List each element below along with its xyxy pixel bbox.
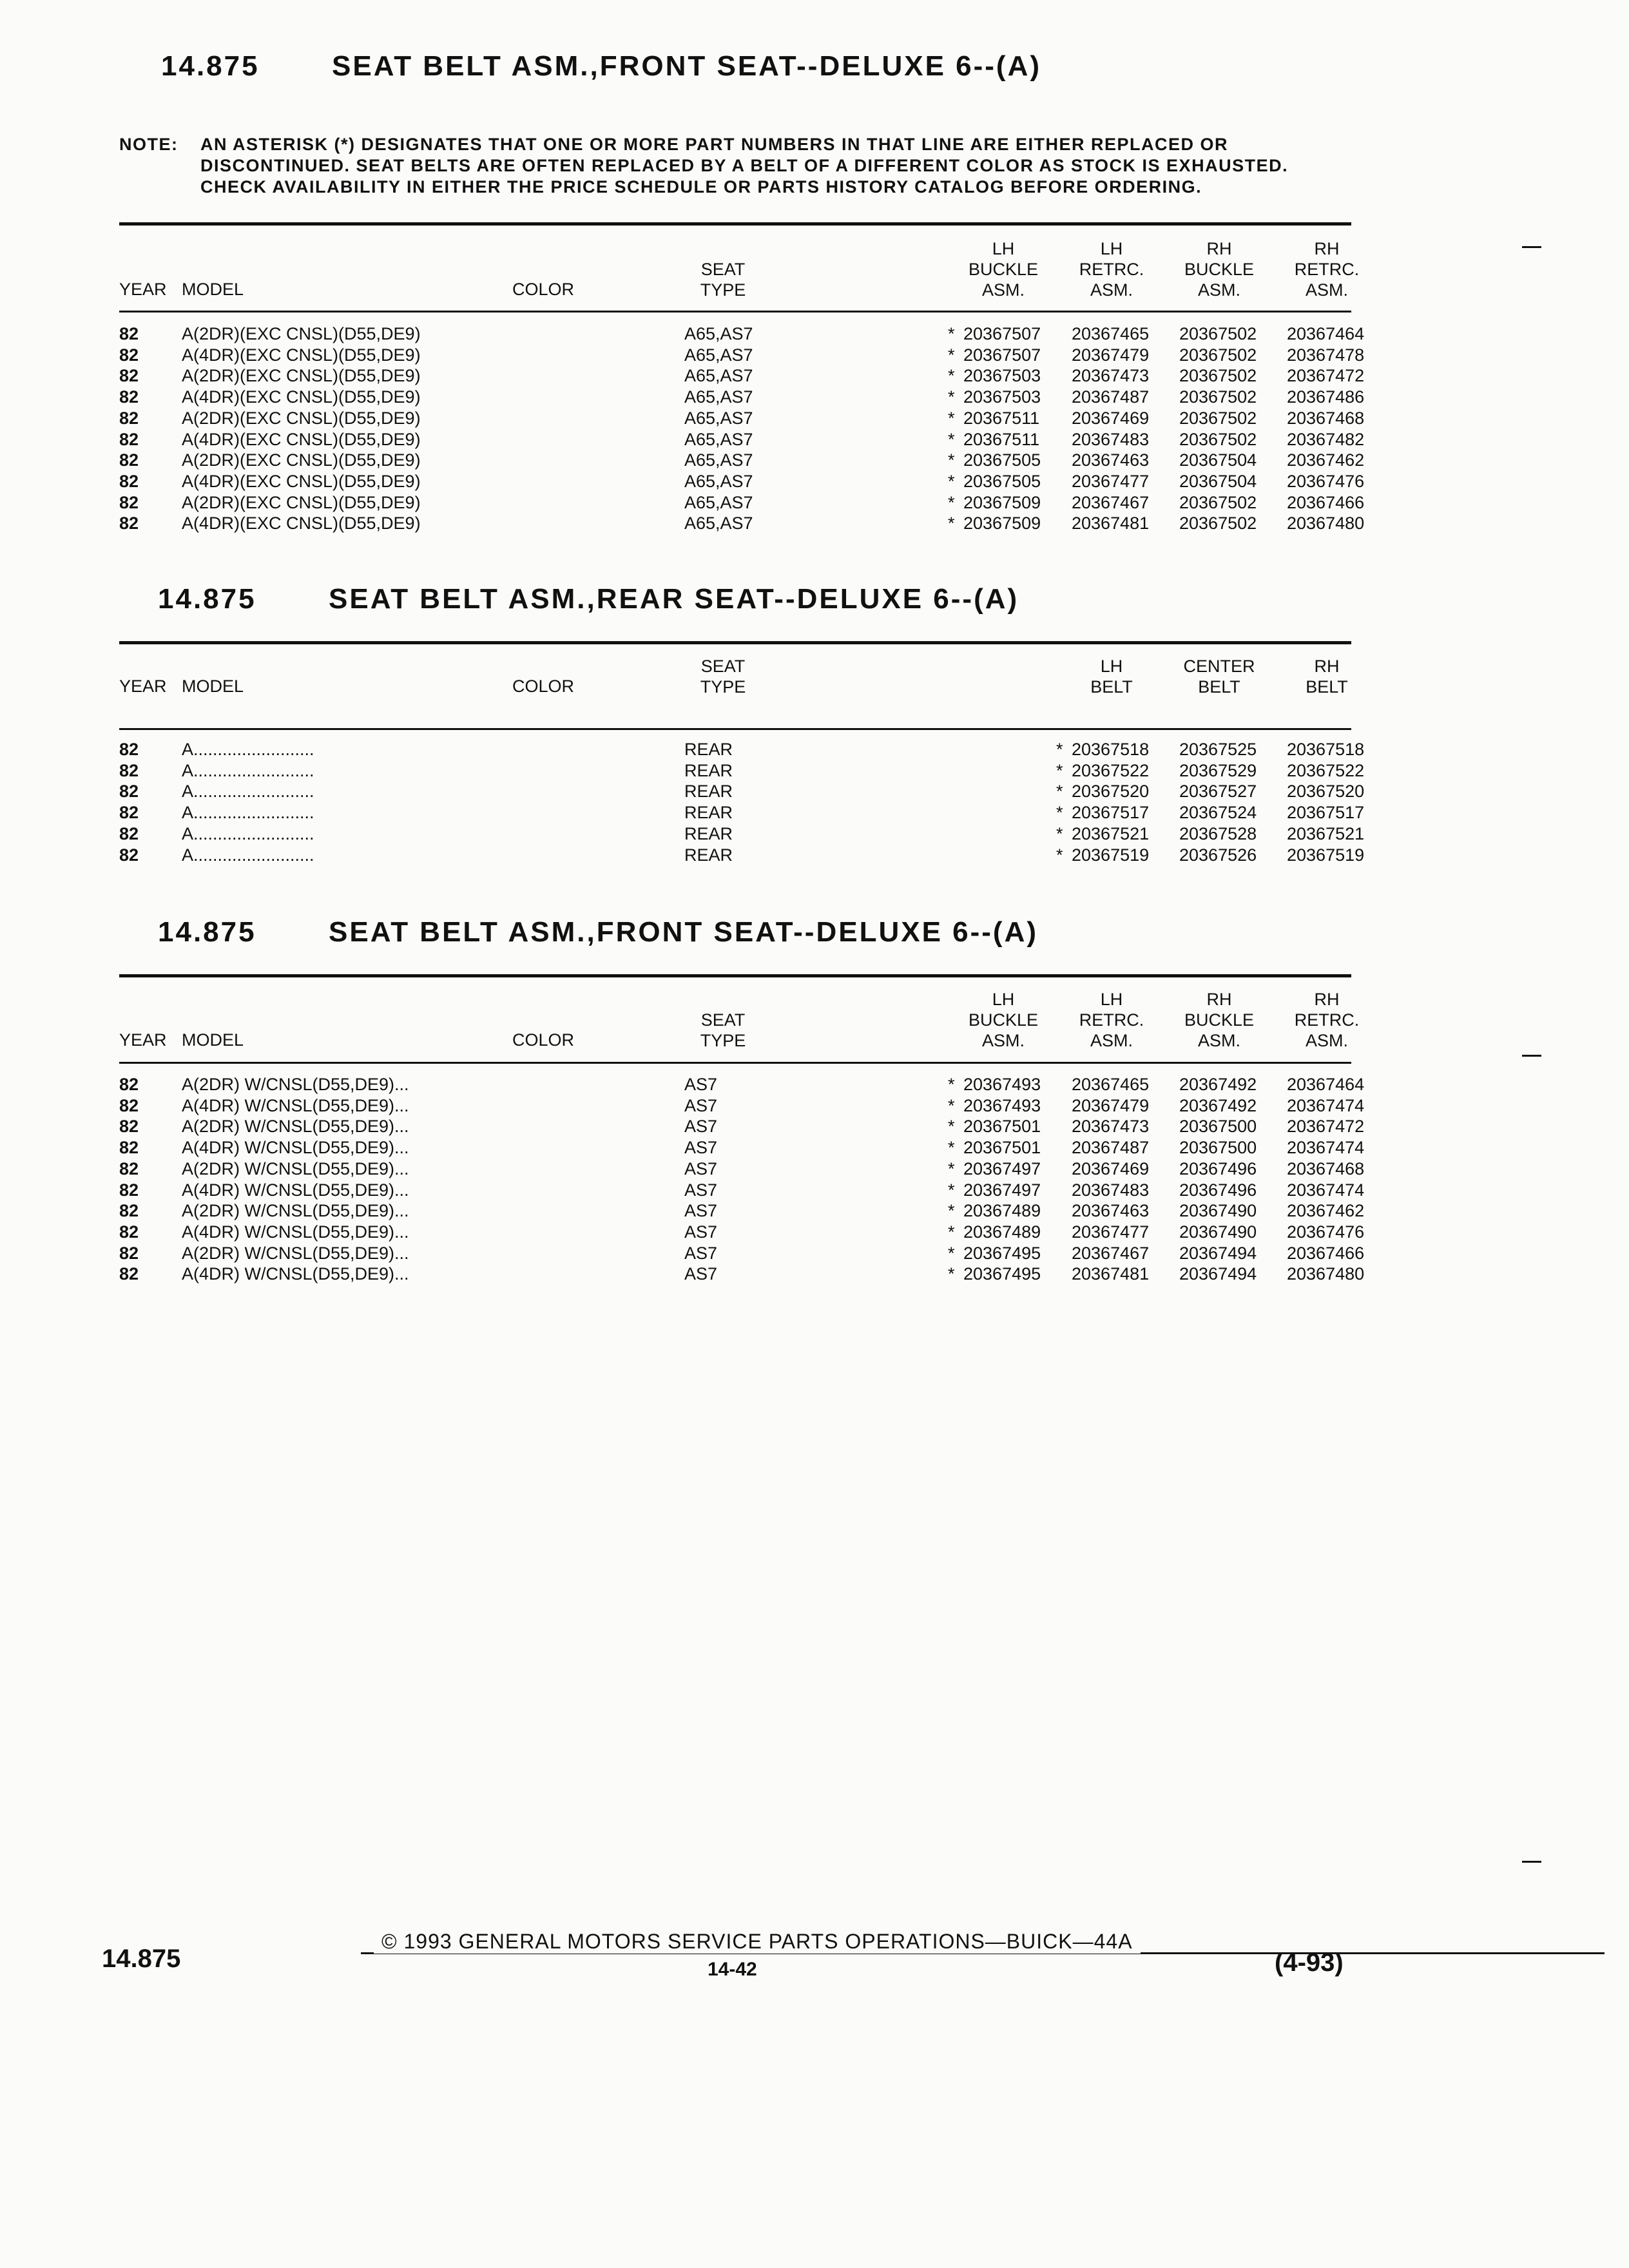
- row-seat-type: A65,AS7: [684, 471, 753, 491]
- column-header-color: COLOR: [512, 677, 575, 696]
- row-part-number: 20367473: [1072, 366, 1150, 386]
- column-header-part: RH: [1314, 657, 1340, 676]
- row-year: 82: [119, 1138, 139, 1158]
- row-part-number: 20367480: [1287, 514, 1365, 533]
- section-1-heading: [161, 50, 1041, 82]
- row-seat-type: AS7: [684, 1158, 718, 1178]
- column-header-part: BELT: [1198, 677, 1240, 697]
- row-model: A.........................: [182, 845, 314, 865]
- row-part-number: 20367480: [1287, 1264, 1365, 1284]
- row-seat-type: AS7: [684, 1264, 718, 1284]
- note-line-1: AN ASTERISK (*) DESIGNATES THAT ONE OR MORE PART NUMBERS IN THAT LINE ARE EITHER REPLACED OR: [200, 135, 1229, 154]
- row-part-number: 20367467: [1072, 492, 1150, 512]
- row-part-number: 20367505: [963, 471, 1041, 491]
- column-header-model: MODEL: [182, 1030, 244, 1050]
- row-part-number: 20367493: [963, 1095, 1041, 1115]
- column-header-part: LH: [992, 239, 1015, 258]
- replaced-marker: *: [948, 1264, 955, 1284]
- row-seat-type: AS7: [684, 1138, 718, 1158]
- row-seat-type: A65,AS7: [684, 514, 753, 533]
- row-year: 82: [119, 845, 139, 865]
- replaced-marker: *: [948, 1095, 955, 1115]
- row-part-number: 20367500: [1179, 1138, 1257, 1158]
- row-seat-type: A65,AS7: [684, 366, 753, 386]
- row-model: A.........................: [182, 823, 314, 843]
- row-part-number: 20367489: [963, 1222, 1041, 1242]
- row-part-number: 20367503: [963, 366, 1041, 386]
- row-model: A(2DR)(EXC CNSL)(D55,DE9): [182, 492, 421, 512]
- replaced-marker: *: [948, 1075, 955, 1094]
- replaced-marker: *: [1056, 740, 1063, 759]
- row-part-number: 20367500: [1179, 1117, 1257, 1137]
- column-header-seat-type: TYPE: [700, 1031, 746, 1050]
- row-year: 82: [119, 429, 139, 449]
- replaced-marker: *: [948, 471, 955, 491]
- row-part-number: 20367520: [1072, 782, 1150, 802]
- column-header-part: BELT: [1306, 677, 1348, 697]
- row-model: A(2DR) W/CNSL(D55,DE9)...: [182, 1201, 409, 1221]
- footer-copyright: © 1993 GENERAL MOTORS SERVICE PARTS OPERATIONS—BUICK—44A: [374, 1930, 1141, 1954]
- replaced-marker: *: [948, 450, 955, 470]
- replaced-marker: *: [948, 1243, 955, 1263]
- section-1-header-rule: [119, 311, 1351, 312]
- column-header-part: BUCKLE: [1184, 260, 1255, 279]
- replaced-marker: *: [948, 387, 955, 407]
- row-year: 82: [119, 1222, 139, 1242]
- row-part-number: 20367502: [1179, 492, 1257, 512]
- column-header-seat-type: TYPE: [700, 677, 746, 697]
- row-model: A.........................: [182, 782, 314, 802]
- row-part-number: 20367496: [1179, 1180, 1257, 1200]
- column-header-part: LH: [992, 990, 1015, 1009]
- replaced-marker: *: [948, 345, 955, 365]
- row-part-number: 20367501: [963, 1117, 1041, 1137]
- row-model: A(4DR) W/CNSL(D55,DE9)...: [182, 1180, 409, 1200]
- row-model: A(2DR)(EXC CNSL)(D55,DE9): [182, 324, 421, 343]
- row-part-number: 20367528: [1179, 823, 1257, 843]
- row-part-number: 20367464: [1287, 324, 1365, 343]
- row-model: A.........................: [182, 760, 314, 780]
- row-part-number: 20367522: [1287, 760, 1365, 780]
- row-seat-type: A65,AS7: [684, 408, 753, 428]
- row-year: 82: [119, 1158, 139, 1178]
- row-part-number: 20367487: [1072, 1138, 1150, 1158]
- row-part-number: 20367497: [963, 1180, 1041, 1200]
- section-1-title: SEAT BELT ASM.,FRONT SEAT--DELUXE 6--(A): [332, 50, 1041, 82]
- section-3-header-rule: [119, 1062, 1351, 1064]
- row-part-number: 20367462: [1287, 450, 1365, 470]
- column-header-year: YEAR: [119, 280, 167, 299]
- row-year: 82: [119, 514, 139, 533]
- row-part-number: 20367497: [963, 1158, 1041, 1178]
- note-label: NOTE:: [119, 135, 178, 154]
- row-part-number: 20367487: [1072, 387, 1150, 407]
- row-seat-type: A65,AS7: [684, 450, 753, 470]
- row-seat-type: A65,AS7: [684, 387, 753, 407]
- row-part-number: 20367479: [1072, 1095, 1150, 1115]
- row-part-number: 20367511: [963, 408, 1040, 428]
- row-part-number: 20367521: [1072, 823, 1150, 843]
- row-year: 82: [119, 803, 139, 823]
- row-model: A.........................: [182, 803, 314, 823]
- row-seat-type: REAR: [684, 803, 733, 823]
- section-2-number: 14.875: [158, 583, 256, 615]
- row-model: A(4DR)(EXC CNSL)(D55,DE9): [182, 471, 421, 491]
- row-seat-type: A65,AS7: [684, 429, 753, 449]
- row-part-number: 20367522: [1072, 760, 1150, 780]
- row-year: 82: [119, 1243, 139, 1263]
- row-seat-type: A65,AS7: [684, 345, 753, 365]
- row-part-number: 20367474: [1287, 1180, 1365, 1200]
- row-part-number: 20367483: [1072, 1180, 1150, 1200]
- column-header-part: ASM.: [981, 1031, 1025, 1050]
- replaced-marker: *: [948, 1138, 955, 1158]
- row-part-number: 20367511: [963, 429, 1040, 449]
- row-part-number: 20367507: [963, 324, 1041, 343]
- row-model: A(4DR)(EXC CNSL)(D55,DE9): [182, 387, 421, 407]
- column-header-seat-type: SEAT: [700, 1010, 746, 1030]
- row-part-number: 20367495: [963, 1264, 1041, 1284]
- row-part-number: 20367482: [1287, 429, 1365, 449]
- row-part-number: 20367496: [1179, 1158, 1257, 1178]
- row-part-number: 20367489: [963, 1201, 1041, 1221]
- row-seat-type: A65,AS7: [684, 492, 753, 512]
- row-part-number: 20367521: [1287, 823, 1365, 843]
- column-header-part: BUCKLE: [1184, 1010, 1255, 1030]
- row-year: 82: [119, 760, 139, 780]
- column-header-part: BELT: [1090, 677, 1133, 697]
- row-model: A(2DR) W/CNSL(D55,DE9)...: [182, 1117, 409, 1137]
- row-part-number: 20367468: [1287, 408, 1365, 428]
- section-3-top-rule: [119, 974, 1351, 977]
- row-part-number: 20367465: [1072, 324, 1150, 343]
- column-header-part: ASM.: [1197, 1031, 1241, 1050]
- column-header-seat-type: SEAT: [700, 260, 746, 279]
- row-part-number: 20367494: [1179, 1264, 1257, 1284]
- replaced-marker: *: [1056, 845, 1063, 865]
- row-part-number: 20367493: [963, 1075, 1041, 1094]
- row-model: A(4DR)(EXC CNSL)(D55,DE9): [182, 514, 421, 533]
- replaced-marker: *: [948, 324, 955, 343]
- replaced-marker: *: [948, 1180, 955, 1200]
- row-part-number: 20367518: [1287, 740, 1365, 759]
- replaced-marker: *: [948, 1158, 955, 1178]
- section-2-header-rule: [119, 728, 1351, 730]
- row-part-number: 20367469: [1072, 1158, 1150, 1178]
- replaced-marker: *: [1056, 760, 1063, 780]
- row-part-number: 20367503: [963, 387, 1041, 407]
- row-part-number: 20367466: [1287, 492, 1365, 512]
- row-part-number: 20367504: [1179, 450, 1257, 470]
- row-part-number: 20367501: [963, 1138, 1041, 1158]
- footer-section-number: 14.875: [102, 1945, 181, 1973]
- row-part-number: 20367526: [1179, 845, 1257, 865]
- column-header-part: LH: [1100, 657, 1123, 676]
- row-part-number: 20367524: [1179, 803, 1257, 823]
- row-part-number: 20367473: [1072, 1117, 1150, 1137]
- row-seat-type: AS7: [684, 1243, 718, 1263]
- row-part-number: 20367481: [1072, 1264, 1150, 1284]
- column-header-color: COLOR: [512, 1030, 575, 1050]
- column-header-part: ASM.: [1197, 280, 1241, 300]
- row-model: A(2DR) W/CNSL(D55,DE9)...: [182, 1158, 409, 1178]
- row-part-number: 20367464: [1287, 1075, 1365, 1094]
- row-year: 82: [119, 492, 139, 512]
- row-part-number: 20367507: [963, 345, 1041, 365]
- column-header-model: MODEL: [182, 280, 244, 299]
- note-line-3: CHECK AVAILABILITY IN EITHER THE PRICE SCHEDULE OR PARTS HISTORY CATALOG BEFORE ORDERING.: [200, 177, 1202, 197]
- row-part-number: 20367492: [1179, 1095, 1257, 1115]
- row-seat-type: AS7: [684, 1095, 718, 1115]
- row-year: 82: [119, 345, 139, 365]
- column-header-part: CENTER: [1183, 657, 1255, 676]
- row-part-number: 20367476: [1287, 471, 1365, 491]
- row-year: 82: [119, 408, 139, 428]
- column-header-part: BUCKLE: [968, 260, 1039, 279]
- column-header-part: RH: [1314, 990, 1340, 1009]
- row-model: A(2DR) W/CNSL(D55,DE9)...: [182, 1243, 409, 1263]
- row-part-number: 20367486: [1287, 387, 1365, 407]
- row-model: A(2DR) W/CNSL(D55,DE9)...: [182, 1075, 409, 1094]
- row-seat-type: AS7: [684, 1201, 718, 1221]
- row-year: 82: [119, 1117, 139, 1137]
- row-model: A(2DR)(EXC CNSL)(D55,DE9): [182, 450, 421, 470]
- row-year: 82: [119, 1264, 139, 1284]
- row-part-number: 20367478: [1287, 345, 1365, 365]
- replaced-marker: *: [948, 1117, 955, 1137]
- row-part-number: 20367502: [1179, 345, 1257, 365]
- section-2-top-rule: [119, 641, 1351, 644]
- column-header-part: ASM.: [1090, 1031, 1133, 1050]
- row-year: 82: [119, 387, 139, 407]
- row-seat-type: REAR: [684, 760, 733, 780]
- row-part-number: 20367502: [1179, 366, 1257, 386]
- row-part-number: 20367467: [1072, 1243, 1150, 1263]
- row-part-number: 20367479: [1072, 345, 1150, 365]
- margin-mark: [1522, 246, 1541, 248]
- row-year: 82: [119, 1180, 139, 1200]
- replaced-marker: *: [948, 1222, 955, 1242]
- row-part-number: 20367477: [1072, 1222, 1150, 1242]
- row-model: A(4DR) W/CNSL(D55,DE9)...: [182, 1264, 409, 1284]
- column-header-part: RH: [1206, 239, 1232, 258]
- row-part-number: 20367462: [1287, 1201, 1365, 1221]
- row-part-number: 20367527: [1179, 782, 1257, 802]
- row-part-number: 20367474: [1287, 1095, 1365, 1115]
- row-model: A.........................: [182, 740, 314, 759]
- replaced-marker: *: [1056, 782, 1063, 802]
- row-part-number: 20367502: [1179, 514, 1257, 533]
- column-header-part: RETRC.: [1294, 260, 1360, 279]
- row-year: 82: [119, 1075, 139, 1094]
- column-header-year: YEAR: [119, 677, 167, 696]
- row-model: A(2DR)(EXC CNSL)(D55,DE9): [182, 366, 421, 386]
- row-part-number: 20367463: [1072, 1201, 1150, 1221]
- row-part-number: 20367474: [1287, 1138, 1365, 1158]
- row-year: 82: [119, 782, 139, 802]
- row-model: A(4DR)(EXC CNSL)(D55,DE9): [182, 429, 421, 449]
- section-1-number: 14.875: [161, 50, 260, 82]
- row-year: 82: [119, 740, 139, 759]
- row-part-number: 20367509: [963, 514, 1041, 533]
- column-header-year: YEAR: [119, 1030, 167, 1050]
- margin-mark: [1522, 1861, 1541, 1863]
- row-part-number: 20367472: [1287, 366, 1365, 386]
- column-header-part: ASM.: [1305, 280, 1349, 300]
- column-header-part: RH: [1314, 239, 1340, 258]
- replaced-marker: *: [948, 366, 955, 386]
- column-header-part: ASM.: [1090, 280, 1133, 300]
- replaced-marker: *: [948, 492, 955, 512]
- column-header-part: ASM.: [1305, 1031, 1349, 1050]
- row-part-number: 20367502: [1179, 324, 1257, 343]
- footer-date: (4-93): [1275, 1948, 1344, 1977]
- row-part-number: 20367477: [1072, 471, 1150, 491]
- column-header-seat-type: SEAT: [700, 657, 746, 676]
- replaced-marker: *: [948, 408, 955, 428]
- row-part-number: 20367502: [1179, 408, 1257, 428]
- section-2-title: SEAT BELT ASM.,REAR SEAT--DELUXE 6--(A): [329, 583, 1019, 615]
- row-part-number: 20367483: [1072, 429, 1150, 449]
- replaced-marker: *: [948, 1201, 955, 1221]
- column-header-seat-type: TYPE: [700, 280, 746, 300]
- column-header-part: RETRC.: [1079, 1010, 1144, 1030]
- row-part-number: 20367502: [1179, 429, 1257, 449]
- replaced-marker: *: [948, 429, 955, 449]
- row-part-number: 20367502: [1179, 387, 1257, 407]
- row-part-number: 20367520: [1287, 782, 1365, 802]
- replaced-marker: *: [948, 514, 955, 533]
- row-year: 82: [119, 1095, 139, 1115]
- row-model: A(4DR)(EXC CNSL)(D55,DE9): [182, 345, 421, 365]
- row-part-number: 20367490: [1179, 1222, 1257, 1242]
- row-year: 82: [119, 324, 139, 343]
- row-part-number: 20367518: [1072, 740, 1150, 759]
- row-seat-type: A65,AS7: [684, 324, 753, 343]
- row-part-number: 20367529: [1179, 760, 1257, 780]
- row-part-number: 20367466: [1287, 1243, 1365, 1263]
- row-part-number: 20367476: [1287, 1222, 1365, 1242]
- section-1-top-rule: [119, 222, 1351, 226]
- row-part-number: 20367468: [1287, 1158, 1365, 1178]
- section-3-heading: [158, 916, 1038, 948]
- replaced-marker: *: [1056, 823, 1063, 843]
- row-part-number: 20367469: [1072, 408, 1150, 428]
- row-part-number: 20367525: [1179, 740, 1257, 759]
- column-header-part: BUCKLE: [968, 1010, 1039, 1030]
- column-header-part: ASM.: [981, 280, 1025, 300]
- section-2-heading: [158, 583, 1019, 615]
- row-part-number: 20367465: [1072, 1075, 1150, 1094]
- row-seat-type: REAR: [684, 823, 733, 843]
- row-model: A(4DR) W/CNSL(D55,DE9)...: [182, 1095, 409, 1115]
- row-year: 82: [119, 823, 139, 843]
- row-model: A(4DR) W/CNSL(D55,DE9)...: [182, 1138, 409, 1158]
- column-header-color: COLOR: [512, 280, 575, 299]
- column-header-part: LH: [1100, 239, 1123, 258]
- row-part-number: 20367519: [1072, 845, 1150, 865]
- column-header-part: LH: [1100, 990, 1123, 1009]
- section-3-title: SEAT BELT ASM.,FRONT SEAT--DELUXE 6--(A): [329, 916, 1038, 948]
- row-part-number: 20367517: [1287, 803, 1365, 823]
- row-seat-type: REAR: [684, 845, 733, 865]
- row-seat-type: AS7: [684, 1222, 718, 1242]
- row-part-number: 20367517: [1072, 803, 1150, 823]
- column-header-model: MODEL: [182, 677, 244, 696]
- footer-page-number: 14-42: [708, 1959, 757, 1980]
- row-year: 82: [119, 450, 139, 470]
- row-part-number: 20367490: [1179, 1201, 1257, 1221]
- row-part-number: 20367494: [1179, 1243, 1257, 1263]
- row-part-number: 20367519: [1287, 845, 1365, 865]
- column-header-part: RETRC.: [1079, 260, 1144, 279]
- replaced-marker: *: [1056, 803, 1063, 823]
- row-year: 82: [119, 366, 139, 386]
- row-part-number: 20367463: [1072, 450, 1150, 470]
- row-part-number: 20367495: [963, 1243, 1041, 1263]
- column-header-part: RH: [1206, 990, 1232, 1009]
- row-part-number: 20367492: [1179, 1075, 1257, 1094]
- row-seat-type: REAR: [684, 740, 733, 759]
- row-model: A(2DR)(EXC CNSL)(D55,DE9): [182, 408, 421, 428]
- row-part-number: 20367509: [963, 492, 1041, 512]
- row-part-number: 20367505: [963, 450, 1041, 470]
- section-3-number: 14.875: [158, 916, 256, 948]
- row-year: 82: [119, 1201, 139, 1221]
- row-model: A(4DR) W/CNSL(D55,DE9)...: [182, 1222, 409, 1242]
- row-part-number: 20367504: [1179, 471, 1257, 491]
- note-line-2: DISCONTINUED. SEAT BELTS ARE OFTEN REPLACED BY A BELT OF A DIFFERENT COLOR AS STOCK IS EXHAUSTED.: [200, 156, 1289, 175]
- row-year: 82: [119, 471, 139, 491]
- row-seat-type: AS7: [684, 1075, 718, 1094]
- row-seat-type: AS7: [684, 1180, 718, 1200]
- margin-mark: [1522, 1055, 1541, 1057]
- row-seat-type: AS7: [684, 1117, 718, 1137]
- row-part-number: 20367472: [1287, 1117, 1365, 1137]
- row-part-number: 20367481: [1072, 514, 1150, 533]
- column-header-part: RETRC.: [1294, 1010, 1360, 1030]
- row-seat-type: REAR: [684, 782, 733, 802]
